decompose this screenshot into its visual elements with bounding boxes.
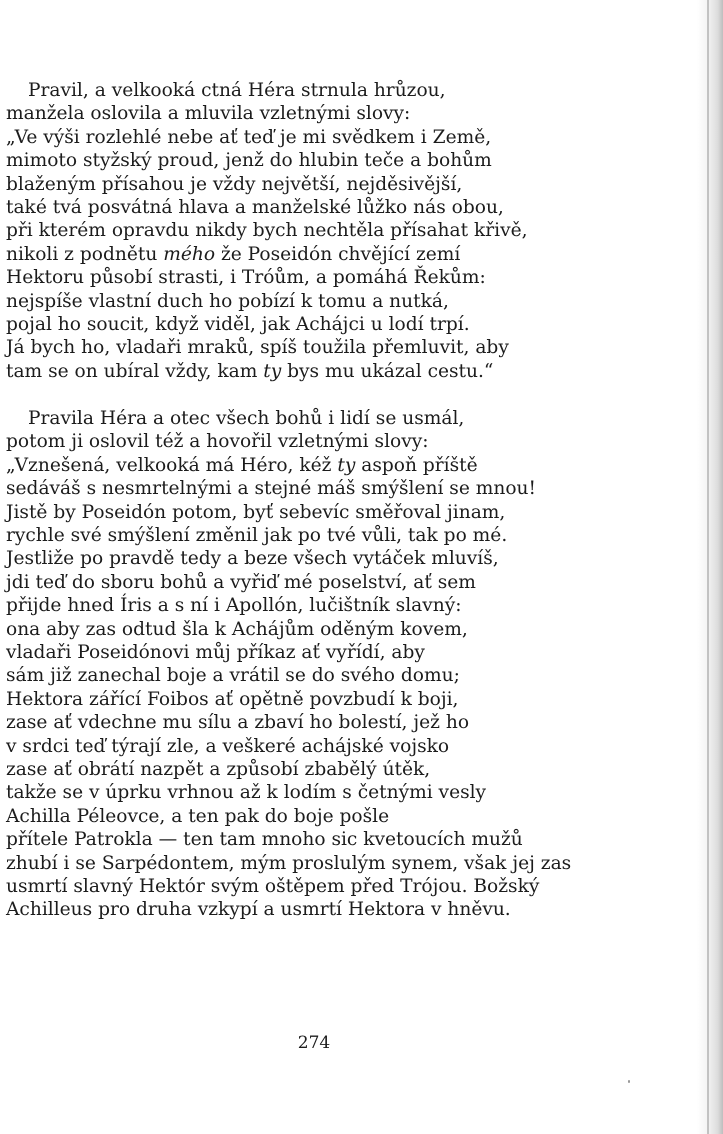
verse-text: „Ve výši rozlehlé nebe ať teď je mi svědkem i Země, xyxy=(6,126,492,148)
verse-line xyxy=(6,266,666,289)
verse-text: přítele Patrokla — ten tam mnoho sic kvetoucích mužů xyxy=(6,829,523,851)
verse-line xyxy=(6,102,666,125)
verse-text: Achilleus pro druha vzkypí a usmrtí Hektora v hněvu. xyxy=(6,899,511,921)
verse-text: v srdci teď týrají zle, a veškeré achájské vojsko xyxy=(6,735,450,757)
verse-text: Hektora zářící Foibos ať opětně povzbudí k boji, xyxy=(6,688,459,710)
verse-line xyxy=(6,477,666,500)
verse-text: takže se v úprku vrhnou až k lodím s četnými vesly xyxy=(6,782,487,804)
verse-text: jdi teď do sboru bohů a vyřiď mé poselství, ať sem xyxy=(6,571,476,593)
verse-text: sedáváš s nesmrtelnými a stejné máš smýšlení se mnou! xyxy=(6,478,537,500)
verse-line xyxy=(6,126,666,149)
verse-text: vladaři Poseidónovi můj příkaz ať vyřídí, aby xyxy=(6,641,425,663)
verse-line xyxy=(6,243,666,266)
verse-line xyxy=(6,898,666,921)
verse-line xyxy=(6,501,666,524)
verse-line xyxy=(6,664,666,687)
verse-text: aspoň příště xyxy=(355,454,478,476)
verse-text: ona aby zas odtud šla k Achájům oděným kovem, xyxy=(6,618,468,640)
verse-line xyxy=(6,828,666,851)
verse-text: tam se on ubíral vždy, kam xyxy=(6,360,264,382)
verse-line xyxy=(6,149,666,172)
verse-text: bys mu ukázal cestu.“ xyxy=(281,360,494,382)
verse-line xyxy=(6,290,666,313)
poem-text xyxy=(6,79,666,922)
verse-line xyxy=(6,430,666,453)
emphasized-word: ty xyxy=(263,360,282,382)
verse-text: nikoli z podnětu xyxy=(6,243,164,265)
verse-line xyxy=(6,875,666,898)
stanza-2 xyxy=(6,407,666,922)
verse-text: nejspíše vlastní duch ho pobízí k tomu a nutká, xyxy=(6,290,449,312)
verse-text: zase ať obrátí nazpět a způsobí zbabělý útěk, xyxy=(6,758,431,780)
verse-line xyxy=(6,618,666,641)
verse-line xyxy=(6,79,666,102)
verse-line xyxy=(6,688,666,711)
verse-line xyxy=(6,547,666,570)
verse-line xyxy=(6,360,666,383)
verse-line xyxy=(6,641,666,664)
verse-text: že Poseidón chvějící zemí xyxy=(215,243,461,265)
verse-text: manžela oslovila a mluvila vzletnými slovy: xyxy=(6,103,411,125)
verse-text: pojal ho soucit, když viděl, jak Achájci u lodí trpí. xyxy=(6,313,470,335)
verse-text: Hektoru působí strasti, i Tróům, a pomáhá Řekům: xyxy=(6,267,486,289)
verse-text: přijde hned Íris a s ní i Apollón, lučištník slavný: xyxy=(6,595,462,617)
verse-line xyxy=(6,407,666,430)
verse-text: zhubí i se Sarpédontem, mým proslulým synem, však jej zas xyxy=(6,852,572,874)
verse-line xyxy=(6,336,666,359)
verse-line xyxy=(6,219,666,242)
verse-text: Jistě by Poseidón potom, byť sebevíc směřoval jinam, xyxy=(6,501,506,523)
verse-text: mimoto styžský proud, jenž do hlubin teče a bohům xyxy=(6,150,492,172)
verse-line xyxy=(6,805,666,828)
page-edge-shadow xyxy=(697,0,723,1134)
stanza-1 xyxy=(6,79,666,383)
emphasized-word: mého xyxy=(163,243,216,265)
paper-speck xyxy=(628,1080,630,1083)
verse-text: Jestliže po pravdě tedy a beze všech vytáček mluvíš, xyxy=(6,548,499,570)
verse-text: blaženým přísahou je vždy největší, nejděsivější, xyxy=(6,173,463,195)
verse-text: sám již zanechal boje a vrátil se do svého domu; xyxy=(6,665,460,687)
verse-line xyxy=(6,173,666,196)
verse-text: potom ji oslovil též a hovořil vzletnými slovy: xyxy=(6,431,429,453)
verse-text: „Vznešená, velkooká má Héro, kéž xyxy=(6,454,338,476)
verse-line xyxy=(6,313,666,336)
verse-text: Já bych ho, vladaři mraků, spíš toužila přemluvit, aby xyxy=(6,337,509,359)
verse-text: Pravil, a velkooká ctná Héra strnula hrůzou, xyxy=(28,80,446,101)
emphasized-word: ty xyxy=(337,454,356,476)
page-spine xyxy=(707,0,709,1134)
verse-line xyxy=(6,758,666,781)
verse-text: usmrtí slavný Hektór svým oštěpem před Trójou. Božský xyxy=(6,875,540,897)
verse-line xyxy=(6,781,666,804)
verse-line xyxy=(6,524,666,547)
verse-text: Achilla Péleovce, a ten pak do boje pošle xyxy=(6,805,390,827)
page-number: 274 xyxy=(297,1033,331,1053)
verse-line xyxy=(6,735,666,758)
verse-text: rychle své smýšlení změnil jak po tvé vůli, tak po mé. xyxy=(6,525,508,547)
verse-line xyxy=(6,852,666,875)
verse-line xyxy=(6,196,666,219)
verse-line xyxy=(6,711,666,734)
verse-text: zase ať vdechne mu sílu a zbaví ho bolestí, jež ho xyxy=(6,712,470,734)
verse-text: také tvá posvátná hlava a manželské lůžko nás obou, xyxy=(6,196,504,218)
verse-line xyxy=(6,454,666,477)
verse-text: Pravila Héra a otec všech bohů i lidí se usmál, xyxy=(28,408,465,430)
verse-line xyxy=(6,571,666,594)
verse-line xyxy=(6,594,666,617)
verse-text: při kterém opravdu nikdy bych nechtěla přísahat křivě, xyxy=(6,220,528,242)
